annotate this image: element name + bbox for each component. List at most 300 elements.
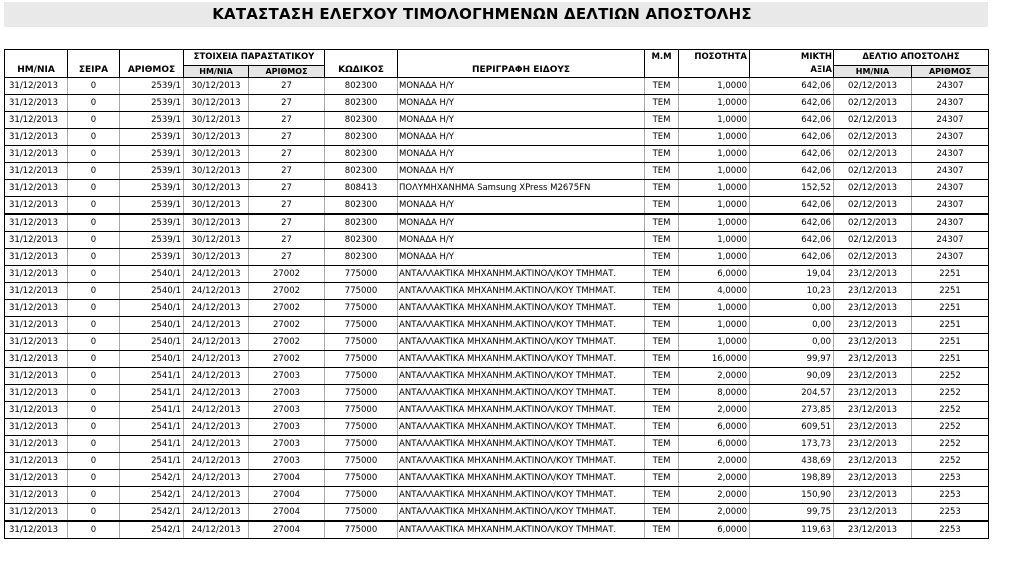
cell-unit: TEM [645,95,679,112]
cell-quantity: 1,0000 [679,112,750,129]
cell-net-value: 642,06 [750,112,834,129]
cell-net-value: 99,97 [750,351,834,368]
cell-quantity: 6,0000 [679,436,750,453]
cell-series: 0 [68,470,120,487]
table-row [5,283,989,300]
cell-delivery-number: 24307 [912,78,989,95]
cell-quantity: 2,0000 [679,504,750,522]
cell-net-value: 438,69 [750,453,834,470]
cell-delivery-number: 2251 [912,300,989,317]
col-header-code: ΚΩΔΙΚΟΣ [325,50,398,78]
report-table [4,49,989,539]
cell-quantity: 1,0000 [679,300,750,317]
cell-code: 775000 [325,334,398,351]
cell-code: 802300 [325,214,398,232]
cell-net-value: 642,06 [750,163,834,180]
cell-number: 2540/1 [120,300,184,317]
cell-delivery-number: 2253 [912,504,989,522]
col-header-unit: Μ.Μ [645,50,679,78]
cell-code: 802300 [325,249,398,266]
cell-delivery-number: 2251 [912,266,989,283]
cell-delivery-date: 23/12/2013 [834,419,912,436]
cell-code: 802300 [325,129,398,146]
cell-doc-number: 27 [249,163,325,180]
cell-doc-date: 24/12/2013 [184,266,249,283]
cell-number: 2541/1 [120,436,184,453]
cell-doc-date: 30/12/2013 [184,214,249,232]
cell-description: ΑΝΤΑΛΛΑΚΤΙΚΑ ΜΗΧΑΝΗΜ.ΑΚΤΙΝΟΛ/ΚΟΥ ΤΜΗΜΑΤ. [398,266,645,283]
cell-doc-date: 24/12/2013 [184,453,249,470]
cell-number: 2540/1 [120,317,184,334]
cell-net-value: 642,06 [750,146,834,163]
cell-description: ΜΟΝΑΔΑ Η/Υ [398,232,645,249]
cell-delivery-date: 23/12/2013 [834,436,912,453]
cell-date: 31/12/2013 [5,419,68,436]
cell-doc-date: 24/12/2013 [184,419,249,436]
col-header-number: ΑΡΙΘΜΟΣ [120,50,184,78]
cell-net-value: 642,06 [750,95,834,112]
cell-quantity: 1,0000 [679,129,750,146]
cell-number: 2539/1 [120,232,184,249]
cell-quantity: 1,0000 [679,197,750,215]
cell-doc-date: 30/12/2013 [184,95,249,112]
cell-quantity: 2,0000 [679,402,750,419]
cell-delivery-number: 2252 [912,436,989,453]
cell-number: 2539/1 [120,197,184,215]
cell-doc-number: 27 [249,197,325,215]
cell-doc-number: 27003 [249,453,325,470]
cell-description: ΠΟΛΥΜΗΧΑΝΗΜΑ Samsung XPress M2675FN [398,180,645,197]
cell-doc-number: 27003 [249,385,325,402]
cell-delivery-date: 02/12/2013 [834,214,912,232]
cell-date: 31/12/2013 [5,249,68,266]
cell-net-value: 19,04 [750,266,834,283]
cell-code: 775000 [325,351,398,368]
cell-date: 31/12/2013 [5,266,68,283]
cell-series: 0 [68,385,120,402]
cell-description: ΜΟΝΑΔΑ Η/Υ [398,163,645,180]
cell-quantity: 1,0000 [679,232,750,249]
cell-date: 31/12/2013 [5,146,68,163]
cell-code: 775000 [325,266,398,283]
table-row [5,317,989,334]
col-header-doc-date: ΗΜ/ΝΙΑ [184,65,249,77]
cell-quantity: 6,0000 [679,521,750,539]
cell-quantity: 1,0000 [679,163,750,180]
cell-delivery-number: 2253 [912,487,989,504]
cell-description: ΑΝΤΑΛΛΑΚΤΙΚΑ ΜΗΧΑΝΗΜ.ΑΚΤΙΝΟΛ/ΚΟΥ ΤΜΗΜΑΤ. [398,351,645,368]
cell-doc-number: 27002 [249,351,325,368]
col-header-delivery-number: ΑΡΙΘΜΟΣ [912,65,989,77]
cell-doc-date: 24/12/2013 [184,334,249,351]
cell-date: 31/12/2013 [5,334,68,351]
cell-net-value: 609,51 [750,419,834,436]
report-title-bar [4,2,988,27]
table-row [5,146,989,163]
cell-doc-number: 27004 [249,504,325,522]
cell-description: ΑΝΤΑΛΛΑΚΤΙΚΑ ΜΗΧΑΝΗΜ.ΑΚΤΙΝΟΛ/ΚΟΥ ΤΜΗΜΑΤ. [398,300,645,317]
cell-delivery-date: 23/12/2013 [834,385,912,402]
cell-unit: TEM [645,487,679,504]
cell-series: 0 [68,163,120,180]
cell-description: ΑΝΤΑΛΛΑΚΤΙΚΑ ΜΗΧΑΝΗΜ.ΑΚΤΙΝΟΛ/ΚΟΥ ΤΜΗΜΑΤ. [398,453,645,470]
table-row [5,453,989,470]
cell-doc-number: 27002 [249,266,325,283]
cell-net-value: 642,06 [750,197,834,215]
cell-code: 802300 [325,112,398,129]
cell-series: 0 [68,266,120,283]
cell-delivery-number: 2253 [912,470,989,487]
cell-unit: TEM [645,385,679,402]
cell-doc-number: 27002 [249,317,325,334]
cell-code: 775000 [325,419,398,436]
cell-unit: TEM [645,249,679,266]
table-row [5,266,989,283]
cell-series: 0 [68,214,120,232]
cell-series: 0 [68,436,120,453]
cell-unit: TEM [645,317,679,334]
cell-doc-number: 27003 [249,419,325,436]
cell-number: 2541/1 [120,385,184,402]
cell-unit: TEM [645,351,679,368]
cell-description: ΜΟΝΑΔΑ Η/Υ [398,249,645,266]
cell-description: ΑΝΤΑΛΛΑΚΤΙΚΑ ΜΗΧΑΝΗΜ.ΑΚΤΙΝΟΛ/ΚΟΥ ΤΜΗΜΑΤ. [398,334,645,351]
cell-unit: TEM [645,470,679,487]
cell-doc-number: 27002 [249,334,325,351]
table-row [5,351,989,368]
cell-code: 775000 [325,300,398,317]
cell-delivery-date: 23/12/2013 [834,317,912,334]
cell-doc-number: 27003 [249,436,325,453]
cell-doc-date: 24/12/2013 [184,351,249,368]
table-row [5,504,989,522]
table-row [5,163,989,180]
cell-unit: TEM [645,214,679,232]
cell-series: 0 [68,78,120,95]
cell-net-value: 90,09 [750,368,834,385]
cell-code: 775000 [325,521,398,539]
col-header-date: ΗΜ/ΝΙΑ [5,50,68,78]
cell-doc-number: 27 [249,214,325,232]
cell-delivery-number: 2252 [912,402,989,419]
cell-delivery-date: 02/12/2013 [834,163,912,180]
cell-number: 2541/1 [120,368,184,385]
cell-description: ΜΟΝΑΔΑ Η/Υ [398,146,645,163]
cell-unit: TEM [645,300,679,317]
cell-unit: TEM [645,368,679,385]
cell-doc-number: 27 [249,249,325,266]
cell-net-value: 0,00 [750,334,834,351]
cell-delivery-date: 23/12/2013 [834,266,912,283]
cell-number: 2539/1 [120,146,184,163]
cell-delivery-number: 2252 [912,419,989,436]
cell-quantity: 1,0000 [679,78,750,95]
cell-number: 2542/1 [120,470,184,487]
cell-net-value: 0,00 [750,300,834,317]
cell-quantity: 2,0000 [679,470,750,487]
cell-series: 0 [68,300,120,317]
cell-delivery-date: 23/12/2013 [834,470,912,487]
cell-quantity: 2,0000 [679,453,750,470]
cell-doc-date: 24/12/2013 [184,521,249,539]
cell-quantity: 16,0000 [679,351,750,368]
cell-number: 2539/1 [120,163,184,180]
col-header-net-value [750,50,834,78]
cell-delivery-date: 23/12/2013 [834,402,912,419]
cell-net-value: 198,89 [750,470,834,487]
cell-net-value: 152,52 [750,180,834,197]
cell-doc-number: 27002 [249,283,325,300]
cell-date: 31/12/2013 [5,129,68,146]
cell-doc-date: 24/12/2013 [184,385,249,402]
cell-doc-date: 24/12/2013 [184,317,249,334]
cell-number: 2540/1 [120,334,184,351]
cell-quantity: 1,0000 [679,317,750,334]
cell-net-value: 150,90 [750,487,834,504]
cell-doc-date: 30/12/2013 [184,112,249,129]
cell-net-value: 119,63 [750,521,834,539]
cell-description: ΑΝΤΑΛΛΑΚΤΙΚΑ ΜΗΧΑΝΗΜ.ΑΚΤΙΝΟΛ/ΚΟΥ ΤΜΗΜΑΤ. [398,419,645,436]
cell-delivery-date: 23/12/2013 [834,453,912,470]
cell-doc-date: 30/12/2013 [184,180,249,197]
cell-delivery-date: 23/12/2013 [834,487,912,504]
cell-description: ΑΝΤΑΛΛΑΚΤΙΚΑ ΜΗΧΑΝΗΜ.ΑΚΤΙΝΟΛ/ΚΟΥ ΤΜΗΜΑΤ. [398,317,645,334]
cell-doc-number: 27 [249,78,325,95]
cell-series: 0 [68,487,120,504]
cell-net-value: 204,57 [750,385,834,402]
cell-date: 31/12/2013 [5,180,68,197]
cell-delivery-number: 24307 [912,112,989,129]
cell-doc-date: 24/12/2013 [184,487,249,504]
cell-unit: TEM [645,402,679,419]
cell-series: 0 [68,453,120,470]
cell-code: 802300 [325,197,398,215]
cell-delivery-date: 02/12/2013 [834,78,912,95]
cell-number: 2539/1 [120,214,184,232]
cell-unit: TEM [645,197,679,215]
cell-delivery-date: 23/12/2013 [834,504,912,522]
cell-quantity: 2,0000 [679,368,750,385]
cell-quantity: 6,0000 [679,266,750,283]
cell-description: ΑΝΤΑΛΛΑΚΤΙΚΑ ΜΗΧΑΝΗΜ.ΑΚΤΙΝΟΛ/ΚΟΥ ΤΜΗΜΑΤ. [398,521,645,539]
cell-net-value: 642,06 [750,249,834,266]
table-header [5,50,989,78]
cell-delivery-date: 02/12/2013 [834,146,912,163]
cell-series: 0 [68,317,120,334]
cell-doc-number: 27004 [249,521,325,539]
cell-doc-date: 24/12/2013 [184,300,249,317]
cell-unit: TEM [645,504,679,522]
cell-unit: TEM [645,266,679,283]
cell-date: 31/12/2013 [5,436,68,453]
cell-description: ΜΟΝΑΔΑ Η/Υ [398,214,645,232]
cell-unit: TEM [645,232,679,249]
cell-series: 0 [68,249,120,266]
cell-delivery-number: 2251 [912,334,989,351]
cell-quantity: 8,0000 [679,385,750,402]
cell-quantity: 1,0000 [679,180,750,197]
cell-code: 775000 [325,385,398,402]
cell-delivery-number: 24307 [912,163,989,180]
cell-quantity: 4,0000 [679,283,750,300]
cell-doc-date: 30/12/2013 [184,129,249,146]
table-row [5,112,989,129]
cell-code: 802300 [325,95,398,112]
table-row [5,95,989,112]
table-row [5,232,989,249]
cell-doc-date: 30/12/2013 [184,78,249,95]
cell-unit: TEM [645,436,679,453]
cell-date: 31/12/2013 [5,368,68,385]
cell-description: ΑΝΤΑΛΛΑΚΤΙΚΑ ΜΗΧΑΝΗΜ.ΑΚΤΙΝΟΛ/ΚΟΥ ΤΜΗΜΑΤ. [398,504,645,522]
cell-description: ΑΝΤΑΛΛΑΚΤΙΚΑ ΜΗΧΑΝΗΜ.ΑΚΤΙΝΟΛ/ΚΟΥ ΤΜΗΜΑΤ. [398,385,645,402]
cell-number: 2541/1 [120,419,184,436]
cell-delivery-number: 24307 [912,197,989,215]
cell-description: ΜΟΝΑΔΑ Η/Υ [398,197,645,215]
table-row [5,487,989,504]
col-header-description: ΠΕΡΙΓΡΑΦΗ ΕΙΔΟΥΣ [398,50,645,78]
cell-delivery-number: 2252 [912,453,989,470]
cell-description: ΜΟΝΑΔΑ Η/Υ [398,95,645,112]
cell-doc-date: 30/12/2013 [184,232,249,249]
cell-series: 0 [68,112,120,129]
cell-doc-date: 30/12/2013 [184,163,249,180]
cell-unit: TEM [645,163,679,180]
cell-code: 808413 [325,180,398,197]
cell-code: 775000 [325,470,398,487]
cell-number: 2542/1 [120,487,184,504]
cell-unit: TEM [645,129,679,146]
cell-code: 802300 [325,146,398,163]
cell-series: 0 [68,197,120,215]
table-row [5,214,989,232]
cell-doc-date: 24/12/2013 [184,283,249,300]
col-group-delivery-note: ΔΕΛΤΙΟ ΑΠΟΣΤΟΛΗΣ [834,50,989,66]
cell-date: 31/12/2013 [5,163,68,180]
cell-description: ΜΟΝΑΔΑ Η/Υ [398,78,645,95]
cell-quantity: 1,0000 [679,214,750,232]
table-body [5,78,989,539]
cell-delivery-number: 24307 [912,146,989,163]
cell-code: 775000 [325,487,398,504]
cell-doc-date: 24/12/2013 [184,504,249,522]
cell-number: 2540/1 [120,266,184,283]
cell-code: 775000 [325,283,398,300]
cell-delivery-date: 23/12/2013 [834,521,912,539]
cell-date: 31/12/2013 [5,317,68,334]
cell-code: 775000 [325,453,398,470]
cell-unit: TEM [645,283,679,300]
cell-code: 775000 [325,368,398,385]
cell-date: 31/12/2013 [5,95,68,112]
cell-description: ΑΝΤΑΛΛΑΚΤΙΚΑ ΜΗΧΑΝΗΜ.ΑΚΤΙΝΟΛ/ΚΟΥ ΤΜΗΜΑΤ. [398,470,645,487]
cell-doc-number: 27 [249,180,325,197]
cell-delivery-date: 02/12/2013 [834,129,912,146]
cell-doc-number: 27 [249,95,325,112]
cell-delivery-number: 24307 [912,180,989,197]
table-row [5,300,989,317]
cell-series: 0 [68,129,120,146]
cell-description: ΑΝΤΑΛΛΑΚΤΙΚΑ ΜΗΧΑΝΗΜ.ΑΚΤΙΝΟΛ/ΚΟΥ ΤΜΗΜΑΤ. [398,436,645,453]
cell-net-value: 642,06 [750,78,834,95]
cell-unit: TEM [645,112,679,129]
cell-series: 0 [68,402,120,419]
cell-number: 2542/1 [120,504,184,522]
cell-quantity: 6,0000 [679,419,750,436]
table-row [5,334,989,351]
cell-series: 0 [68,419,120,436]
col-header-quantity: ΠΟΣΟΤΗΤΑ [679,50,750,78]
cell-description: ΑΝΤΑΛΛΑΚΤΙΚΑ ΜΗΧΑΝΗΜ.ΑΚΤΙΝΟΛ/ΚΟΥ ΤΜΗΜΑΤ. [398,487,645,504]
table-row [5,521,989,539]
cell-number: 2542/1 [120,521,184,539]
cell-doc-date: 30/12/2013 [184,197,249,215]
cell-number: 2539/1 [120,129,184,146]
cell-number: 2540/1 [120,283,184,300]
table-row [5,180,989,197]
table-row [5,249,989,266]
cell-number: 2539/1 [120,78,184,95]
cell-date: 31/12/2013 [5,112,68,129]
table-row [5,78,989,95]
cell-delivery-date: 02/12/2013 [834,95,912,112]
cell-delivery-date: 23/12/2013 [834,351,912,368]
cell-code: 775000 [325,504,398,522]
cell-series: 0 [68,146,120,163]
table-row [5,368,989,385]
cell-delivery-date: 02/12/2013 [834,180,912,197]
cell-delivery-date: 02/12/2013 [834,249,912,266]
cell-doc-date: 30/12/2013 [184,146,249,163]
table-row [5,129,989,146]
cell-quantity: 2,0000 [679,487,750,504]
cell-delivery-number: 24307 [912,249,989,266]
cell-delivery-date: 02/12/2013 [834,232,912,249]
cell-series: 0 [68,334,120,351]
cell-doc-number: 27004 [249,470,325,487]
cell-delivery-number: 2252 [912,368,989,385]
cell-doc-number: 27002 [249,300,325,317]
cell-date: 31/12/2013 [5,78,68,95]
cell-delivery-date: 02/12/2013 [834,112,912,129]
net-value-line1: ΜΙΚΤΗ [800,52,833,62]
cell-unit: TEM [645,453,679,470]
cell-delivery-date: 23/12/2013 [834,334,912,351]
cell-number: 2540/1 [120,351,184,368]
cell-description: ΜΟΝΑΔΑ Η/Υ [398,112,645,129]
cell-series: 0 [68,521,120,539]
cell-series: 0 [68,368,120,385]
cell-date: 31/12/2013 [5,385,68,402]
cell-series: 0 [68,180,120,197]
cell-delivery-number: 2251 [912,351,989,368]
cell-doc-date: 24/12/2013 [184,368,249,385]
cell-net-value: 173,73 [750,436,834,453]
cell-net-value: 642,06 [750,214,834,232]
cell-delivery-number: 24307 [912,95,989,112]
cell-series: 0 [68,95,120,112]
cell-series: 0 [68,232,120,249]
cell-doc-number: 27 [249,112,325,129]
cell-delivery-date: 23/12/2013 [834,300,912,317]
cell-net-value: 99,75 [750,504,834,522]
table-row [5,470,989,487]
cell-doc-date: 24/12/2013 [184,402,249,419]
cell-date: 31/12/2013 [5,214,68,232]
cell-delivery-number: 24307 [912,129,989,146]
cell-doc-number: 27003 [249,368,325,385]
cell-doc-date: 30/12/2013 [184,249,249,266]
